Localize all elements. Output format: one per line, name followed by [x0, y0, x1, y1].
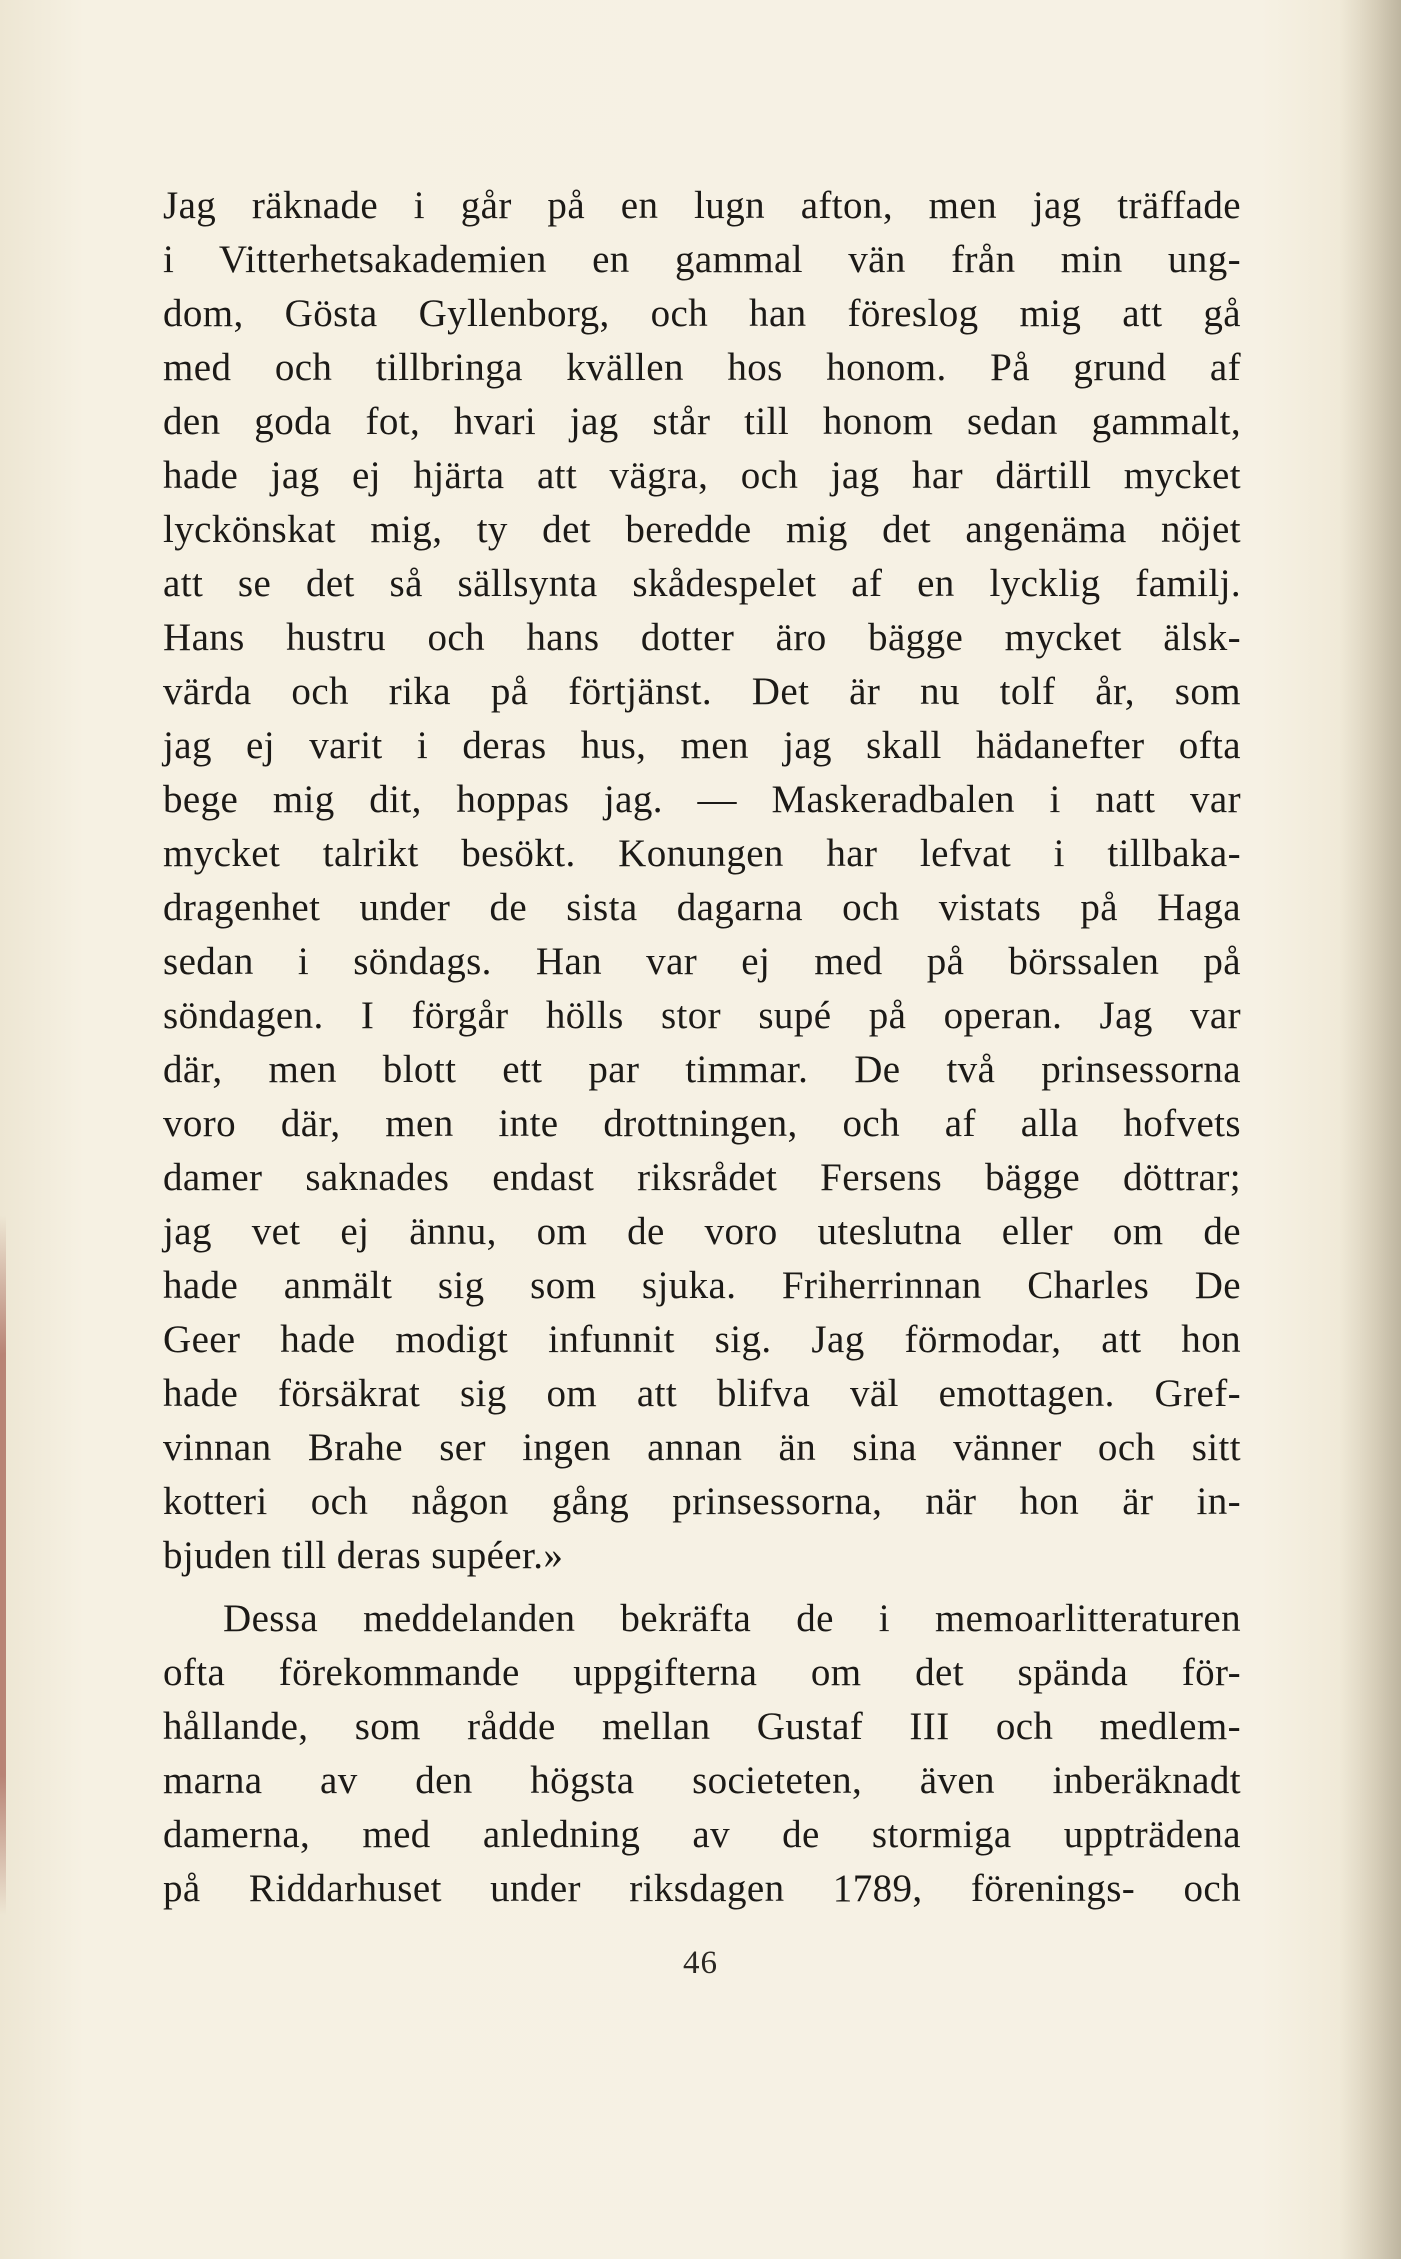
text-line: dom, Gösta Gyllenborg, och han föreslog mig att gå [163, 292, 1241, 335]
text-line: Dessa meddelanden bekräfta de i memoarlitteraturen [223, 1597, 1241, 1640]
text-line: Jag räknade i går på en lugn afton, men jag träffade [163, 184, 1241, 227]
page-number: 46 [683, 1945, 718, 1981]
text-line: bege mig dit, hoppas jag. — Maskeradbalen i natt var [163, 778, 1241, 821]
text-line: den goda fot, hvari jag står till honom sedan gammalt, [163, 400, 1241, 443]
text-line: med och tillbringa kvällen hos honom. På grund af [163, 346, 1241, 389]
text-line: på Riddarhuset under riksdagen 1789, förenings- och [163, 1867, 1241, 1910]
text-line: vinnan Brahe ser ingen annan än sina vänner och sitt [163, 1426, 1241, 1469]
text-line: i Vitterhetsakademien en gammal vän från min ung- [163, 238, 1241, 281]
text-line: voro där, men inte drottningen, och af alla hofvets [163, 1102, 1241, 1145]
text-line: söndagen. I förgår hölls stor supé på operan. Jag var [163, 994, 1241, 1037]
text-line: ofta förekommande uppgifterna om det spända för- [163, 1651, 1241, 1694]
text-line: hade jag ej hjärta att vägra, och jag har därtill mycket [163, 454, 1241, 497]
text-line: lyckönskat mig, ty det beredde mig det angenäma nöjet [163, 508, 1241, 551]
text-line: jag ej varit i deras hus, men jag skall hädanefter ofta [163, 724, 1241, 767]
page-edge-shadow [1339, 0, 1401, 2259]
text-line: mycket talrikt besökt. Konungen har lefvat i tillbaka- [163, 832, 1241, 875]
text-line: Geer hade modigt infunnit sig. Jag förmodar, att hon [163, 1318, 1241, 1361]
text-line: bjuden till deras supéer.» [163, 1534, 564, 1577]
text-line: att se det så sällsynta skådespelet af en lycklig familj. [163, 562, 1241, 605]
text-line: dragenhet under de sista dagarna och vistats på Haga [163, 886, 1241, 929]
text-line: värda och rika på förtjänst. Det är nu tolf år, som [163, 670, 1241, 713]
text-line: där, men blott ett par timmar. De två prinsessorna [163, 1048, 1241, 1091]
text-line: hade anmält sig som sjuka. Friherrinnan Charles De [163, 1264, 1241, 1307]
text-line: damerna, med anledning av de stormiga uppträdena [163, 1813, 1241, 1856]
text-line: sedan i söndags. Han var ej med på börssalen på [163, 940, 1241, 983]
text-line: kotteri och någon gång prinsessorna, när hon är in- [163, 1480, 1241, 1523]
text-line: damer saknades endast riksrådet Fersens bägge döttrar; [163, 1156, 1241, 1199]
text-line: hållande, som rådde mellan Gustaf III och medlem- [163, 1705, 1241, 1748]
text-line: jag vet ej ännu, om de voro uteslutna eller om de [163, 1210, 1241, 1253]
text-line: marna av den högsta societeten, även inberäknadt [163, 1759, 1241, 1802]
text-line: Hans hustru och hans dotter äro bägge mycket älsk- [163, 616, 1241, 659]
text-line: hade försäkrat sig om att blifva väl emottagen. Gref- [163, 1372, 1241, 1415]
binding-edge [0, 1215, 6, 1915]
